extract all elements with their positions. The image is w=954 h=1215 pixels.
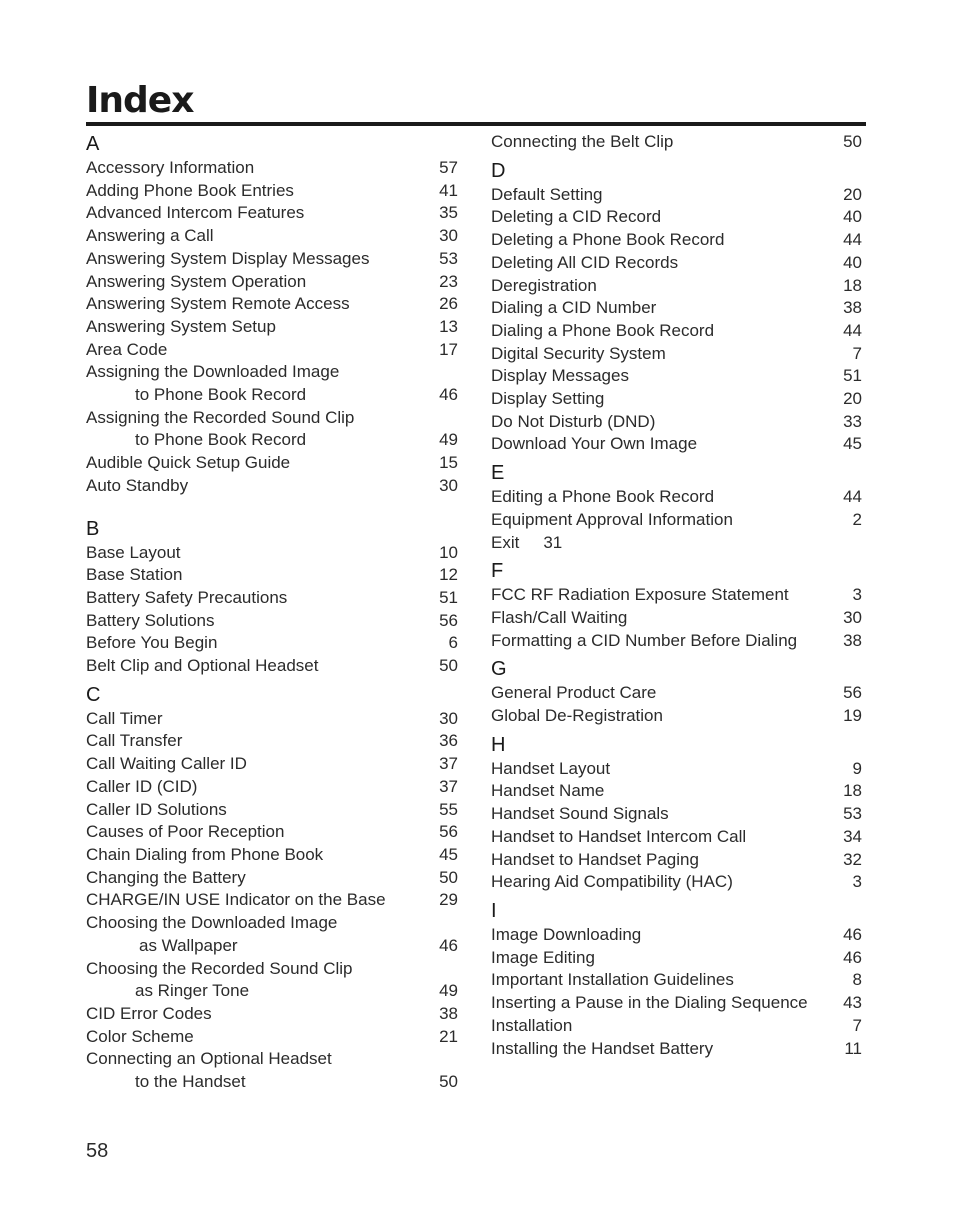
entry-page: 7	[852, 1015, 862, 1035]
index-entry	[491, 826, 862, 849]
entry-text	[491, 1015, 834, 1038]
entry-page: 18	[843, 781, 862, 801]
entry-page: 8	[852, 970, 862, 990]
index-entry	[491, 206, 862, 229]
index-entry	[86, 452, 458, 475]
index-entry	[491, 252, 862, 275]
entry-text	[86, 867, 430, 890]
entry-text	[86, 587, 430, 610]
index-entry	[491, 184, 862, 207]
entry-title: Area Code	[86, 339, 168, 359]
entry-title: Answering System Setup	[86, 316, 276, 336]
index-entry	[491, 297, 862, 320]
entry-page: 44	[843, 320, 862, 340]
entry-page: 50	[843, 132, 862, 151]
entry-text	[86, 1026, 430, 1049]
index-entry	[86, 316, 458, 339]
entry-page: 49	[439, 981, 458, 1001]
entry-page: 15	[439, 453, 458, 473]
index-entry	[86, 202, 458, 225]
entry-text	[86, 753, 430, 776]
index-entry	[86, 1026, 458, 1049]
index-entry	[491, 924, 862, 947]
entry-text	[491, 584, 834, 607]
entry-page: 7	[852, 343, 862, 363]
entry-page: 37	[439, 776, 458, 796]
entry-title: Belt Clip and Optional Headset	[86, 656, 319, 676]
index-entry	[86, 1048, 458, 1093]
index-entry	[491, 584, 862, 607]
page-number: 58	[86, 1140, 109, 1162]
entry-title: Choosing the Recorded Sound Clip	[86, 958, 353, 978]
entry-page: 9	[852, 758, 862, 778]
index-entry	[86, 339, 458, 362]
entry-page: 44	[843, 230, 862, 250]
entry-title: CHARGE/IN USE Indicator on the Base	[86, 890, 386, 910]
entry-page: 46	[843, 924, 862, 944]
entry-text	[86, 632, 430, 655]
entry-text	[86, 225, 430, 248]
entry-title: Deleting All CID Records	[491, 252, 679, 272]
index-entry	[86, 889, 458, 912]
entry-title: Default Setting	[491, 184, 603, 204]
entry-page: 26	[439, 294, 458, 314]
entry-text	[86, 730, 430, 753]
index-column-right	[491, 131, 862, 1060]
index-entry	[491, 1038, 862, 1061]
entry-title: Assigning the Recorded Sound Clip	[86, 407, 355, 427]
entry-text	[491, 388, 834, 411]
entry-page: 18	[843, 275, 862, 295]
entry-page: 57	[439, 158, 458, 177]
index-entry	[491, 1015, 862, 1038]
entry-title: Installation	[491, 1015, 573, 1035]
index-entry	[491, 411, 862, 434]
entry-text	[86, 452, 430, 475]
index-entry	[86, 157, 458, 180]
entry-text	[491, 607, 834, 630]
entry-page: 11	[844, 1038, 862, 1058]
index-entry	[491, 275, 862, 298]
entry-title: Dialing a Phone Book Record	[491, 320, 715, 340]
entry-title: Choosing the Downloaded Image	[86, 913, 338, 933]
entry-page: 51	[439, 587, 458, 607]
entry-title: Caller ID (CID)	[86, 776, 198, 796]
entry-text	[86, 844, 430, 867]
entry-title: Causes of Poor Reception	[86, 822, 285, 842]
entry-title: Answering a Call	[86, 226, 214, 246]
entry-text	[491, 131, 834, 154]
entry-title: Important Installation Guidelines	[491, 970, 734, 990]
entry-page: 10	[439, 542, 458, 562]
index-entry	[491, 320, 862, 343]
entry-title: Caller ID Solutions	[86, 799, 227, 819]
index-entry	[491, 849, 862, 872]
index-entry	[86, 730, 458, 753]
entry-title: Download Your Own Image	[491, 434, 698, 454]
entry-page: 35	[439, 203, 458, 223]
entry-title: Equipment Approval Information	[491, 509, 733, 529]
entry-page: 50	[439, 656, 458, 676]
index-entry	[86, 293, 458, 316]
entry-title: Display Messages	[491, 366, 629, 386]
entry-title: Digital Security System	[491, 343, 666, 363]
index-entry	[491, 992, 862, 1015]
entry-title: Color Scheme	[86, 1026, 194, 1046]
entry-page: 36	[439, 731, 458, 751]
entry-page: 45	[843, 434, 862, 454]
entry-text	[491, 705, 834, 728]
entry-text	[491, 433, 834, 456]
entry-title: Before You Begin	[86, 633, 218, 653]
section-letter: H	[491, 733, 506, 756]
entry-title: Chain Dialing from Phone Book	[86, 844, 324, 864]
entry-page: 19	[843, 706, 862, 726]
entry-page: 17	[439, 339, 458, 359]
entry-continuation: to the Handset	[135, 1072, 246, 1092]
entry-title: Handset to Handset Intercom Call	[491, 826, 747, 846]
entry-title: Image Downloading	[491, 924, 642, 944]
index-entry	[86, 475, 458, 498]
entry-page: 38	[439, 1003, 458, 1023]
entry-title: Deleting a CID Record	[491, 207, 662, 227]
entry-text	[491, 297, 834, 320]
index-column-left	[86, 131, 458, 1094]
section-letter: A	[86, 133, 100, 155]
index-entry	[86, 542, 458, 565]
entry-continuation: to Phone Book Record	[135, 430, 307, 450]
index-entry	[86, 407, 458, 452]
index-entry	[491, 758, 862, 781]
entry-page: 56	[843, 683, 862, 703]
entry-page: 50	[439, 867, 458, 887]
entry-text	[86, 475, 430, 498]
entry-title: Call Timer	[86, 708, 163, 728]
entry-title: CID Error Codes	[86, 1003, 212, 1023]
entry-page: 38	[843, 298, 862, 318]
entry-page: 38	[843, 630, 862, 650]
entry-title: Call Waiting Caller ID	[86, 754, 247, 774]
entry-page: 53	[439, 248, 458, 268]
index-entry	[491, 780, 862, 803]
index-entry	[86, 958, 458, 1003]
entry-title: Handset Layout	[491, 758, 611, 778]
entry-text	[86, 799, 430, 822]
entry-page: 40	[843, 252, 862, 272]
entry-text	[86, 776, 430, 799]
index-entry	[86, 564, 458, 587]
entry-text	[86, 655, 430, 678]
index-entry	[86, 632, 458, 655]
index-entry	[491, 607, 862, 630]
entry-page: 30	[439, 226, 458, 246]
entry-text	[86, 202, 430, 225]
entry-text	[86, 271, 430, 294]
entry-title: Image Editing	[491, 947, 595, 967]
entry-text	[491, 758, 834, 781]
entry-text	[86, 316, 430, 339]
index-entry	[86, 799, 458, 822]
entry-title: Battery Solutions	[86, 610, 215, 630]
entry-continuation: as Wallpaper	[139, 935, 238, 955]
entry-page: 13	[439, 316, 458, 336]
entry-text	[86, 542, 430, 565]
entry-title: Audible Quick Setup Guide	[86, 453, 291, 473]
entry-title: Battery Safety Precautions	[86, 587, 288, 607]
entry-text	[86, 157, 430, 180]
entry-text	[491, 365, 834, 388]
index-entry	[86, 912, 458, 957]
entry-text	[86, 821, 430, 844]
entry-title: Handset Sound Signals	[491, 804, 669, 824]
entry-title: Hearing Aid Compatibility (HAC)	[491, 872, 733, 892]
entry-page: 46	[439, 935, 458, 955]
index-entry	[86, 361, 458, 406]
entry-text	[86, 248, 430, 271]
entry-continuation: to Phone Book Record	[135, 385, 307, 405]
entry-page: 21	[439, 1026, 458, 1046]
index-entry	[86, 1003, 458, 1026]
title-rule	[86, 122, 866, 126]
entry-text	[86, 361, 430, 406]
section-letter: F	[491, 560, 504, 583]
entry-text	[86, 610, 430, 633]
entry-title: Connecting an Optional Headset	[86, 1049, 332, 1069]
page-title: Index	[86, 80, 194, 121]
index-entry	[491, 365, 862, 388]
entry-text	[86, 407, 430, 452]
entry-title: Connecting the Belt Clip	[491, 132, 674, 151]
entry-title: Handset Name	[491, 781, 605, 801]
entry-title: Exit	[491, 532, 520, 552]
index-entry	[86, 821, 458, 844]
index-entry	[86, 776, 458, 799]
index-entry	[86, 180, 458, 203]
entry-page: 44	[843, 487, 862, 507]
entry-text	[86, 958, 430, 1003]
index-entry	[491, 509, 862, 532]
entry-title: Formatting a CID Number Before Dialing	[491, 630, 798, 650]
entry-title: Inserting a Pause in the Dialing Sequence	[491, 993, 808, 1013]
entry-text	[491, 486, 834, 509]
entry-page: 43	[843, 993, 862, 1013]
entry-text	[86, 293, 430, 316]
entry-page: 46	[439, 385, 458, 405]
index-entry	[491, 969, 862, 992]
entry-page: 41	[439, 180, 458, 200]
entry-page: 34	[843, 826, 862, 846]
section-letter: I	[491, 899, 497, 922]
entry-page: 40	[843, 207, 862, 227]
index-entry	[491, 705, 862, 728]
entry-title: Do Not Disturb (DND)	[491, 411, 656, 431]
entry-text	[491, 969, 834, 992]
entry-text	[86, 912, 430, 957]
index-entry	[86, 610, 458, 633]
entry-title: Editing a Phone Book Record	[491, 487, 715, 507]
entry-text	[491, 849, 834, 872]
entry-text	[86, 180, 430, 203]
entry-title: FCC RF Radiation Exposure Statement	[491, 585, 789, 605]
entry-title: Changing the Battery	[86, 867, 246, 887]
entry-text	[491, 826, 834, 849]
entry-text	[491, 320, 834, 343]
entry-title: Assigning the Downloaded Image	[86, 362, 340, 382]
entry-title: Call Transfer	[86, 731, 183, 751]
entry-title: Installing the Handset Battery	[491, 1038, 714, 1058]
index-entry	[86, 844, 458, 867]
entry-text	[491, 184, 834, 207]
section-letter: B	[86, 517, 100, 540]
entry-text	[491, 1038, 834, 1061]
entry-text	[491, 509, 834, 532]
entry-page: 45	[439, 844, 458, 864]
entry-text	[491, 682, 834, 705]
entry-title: Handset to Handset Paging	[491, 849, 699, 869]
entry-text	[491, 206, 834, 229]
index-entry	[86, 655, 458, 678]
entry-text	[491, 411, 834, 434]
entry-text	[491, 630, 834, 653]
index-entry	[491, 532, 862, 555]
entry-text	[491, 924, 834, 947]
index-entry	[491, 388, 862, 411]
section-letter: G	[491, 658, 507, 681]
entry-page: 31	[543, 532, 563, 552]
section-letter: E	[491, 462, 505, 485]
index-entry	[491, 947, 862, 970]
index-entry	[86, 867, 458, 890]
entry-text	[491, 229, 834, 252]
entry-title: Dialing a CID Number	[491, 298, 657, 318]
entry-text	[86, 889, 430, 912]
index-entry	[491, 486, 862, 509]
entry-text	[86, 1048, 430, 1093]
entry-text	[86, 339, 430, 362]
entry-page: 20	[843, 389, 862, 409]
entry-page: 30	[439, 475, 458, 495]
entry-title: Deleting a Phone Book Record	[491, 230, 725, 250]
section-letter: D	[491, 159, 506, 182]
entry-page: 2	[852, 509, 862, 529]
entry-page: 33	[843, 411, 862, 431]
entry-page: 3	[852, 585, 862, 605]
entry-title: Adding Phone Book Entries	[86, 180, 294, 200]
entry-text	[491, 947, 834, 970]
entry-text	[491, 803, 834, 826]
index-entry	[491, 343, 862, 366]
entry-page: 23	[439, 271, 458, 291]
entry-page: 56	[439, 822, 458, 842]
entry-page: 37	[439, 754, 458, 774]
entry-continuation: as Ringer Tone	[135, 981, 250, 1001]
index-entry	[86, 753, 458, 776]
entry-page: 12	[439, 565, 458, 585]
index-entry	[86, 225, 458, 248]
entry-page: 55	[439, 799, 458, 819]
index-entry	[491, 433, 862, 456]
entry-text	[491, 871, 834, 894]
index-entry	[86, 708, 458, 731]
entry-text	[86, 1003, 430, 1026]
entry-title: General Product Care	[491, 683, 657, 703]
entry-text	[491, 992, 834, 1015]
entry-text	[491, 275, 834, 298]
entry-title: Base Layout	[86, 542, 181, 562]
entry-page: 50	[439, 1072, 458, 1092]
entry-page: 20	[843, 184, 862, 204]
index-entry	[491, 803, 862, 826]
entry-page: 49	[439, 430, 458, 450]
entry-title: Answering System Remote Access	[86, 294, 350, 314]
entry-page: 30	[843, 607, 862, 627]
entry-text	[86, 564, 430, 587]
entry-title: Display Setting	[491, 389, 605, 409]
entry-title: Flash/Call Waiting	[491, 607, 628, 627]
index-entry	[491, 682, 862, 705]
entry-title: Global De-Registration	[491, 706, 663, 726]
entry-title: Answering System Display Messages	[86, 248, 370, 268]
entry-page: 29	[439, 890, 458, 910]
index-entry	[491, 630, 862, 653]
entry-page: 32	[843, 849, 862, 869]
entry-page: 30	[439, 708, 458, 728]
entry-title: Auto Standby	[86, 475, 189, 495]
section-letter: C	[86, 683, 101, 706]
entry-page: 56	[439, 610, 458, 630]
entry-page: 3	[852, 872, 862, 892]
entry-text	[86, 708, 430, 731]
entry-page: 46	[843, 947, 862, 967]
entry-text	[491, 780, 834, 803]
entry-title: Accessory Information	[86, 158, 255, 177]
entry-title: Deregistration	[491, 275, 597, 295]
index-entry	[491, 229, 862, 252]
entry-page: 53	[843, 804, 862, 824]
entry-page: 6	[448, 633, 458, 653]
index-entry	[86, 248, 458, 271]
index-entry	[491, 131, 862, 154]
entry-text	[491, 252, 834, 275]
entry-page: 51	[843, 366, 862, 386]
index-entry	[86, 587, 458, 610]
entry-title: Advanced Intercom Features	[86, 203, 305, 223]
entry-title: Answering System Operation	[86, 271, 307, 291]
entry-text	[491, 343, 834, 366]
entry-text	[491, 532, 862, 555]
index-entry	[491, 871, 862, 894]
entry-title: Base Station	[86, 565, 183, 585]
index-entry	[86, 271, 458, 294]
